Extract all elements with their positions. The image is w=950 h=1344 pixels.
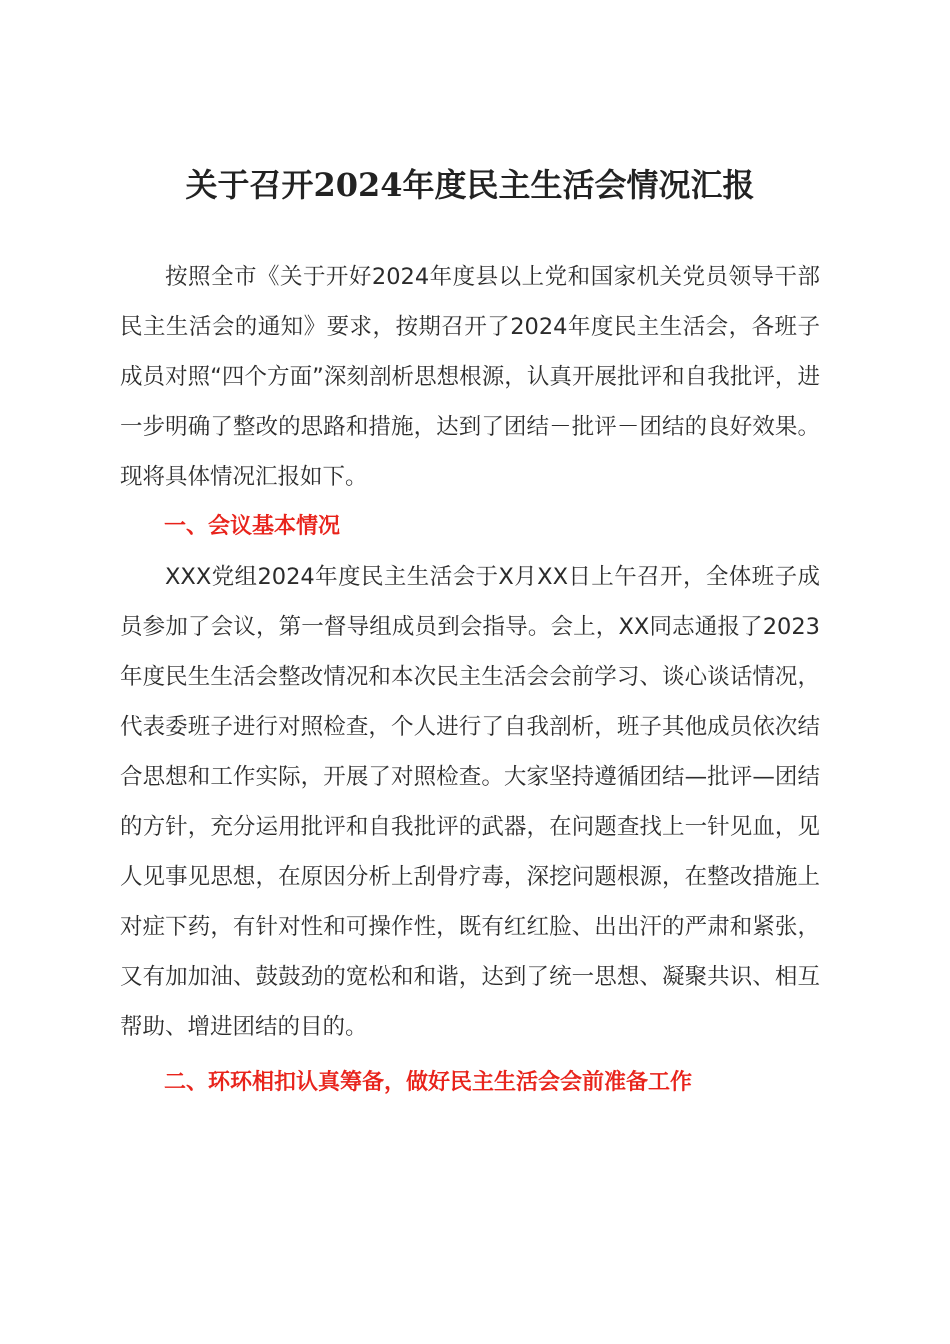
document-content <box>120 162 820 1108</box>
section-1-heading: 一、会议基本情况 <box>164 514 341 539</box>
document-title: 关于召开2024年度民主生活会情况汇报 <box>185 166 755 204</box>
intro-paragraph: 按照全市《关于开好2024年度县以上党和国家机关党员领导干部民主生活会的通知》要求，按期召开了2024年度民主生活会，各班子成员对照“四个方面”深刻剖析思想根源，认真开展批评和自我批评，进一步明确了整改的思路和措施，达到了团结－批评－团结的良好效果。现将具体情况汇报如下。 <box>120 264 820 490</box>
section-1-body: XXX党组2024年度民主生活会于X月XX日上午召开，全体班子成员参加了会议，第一督导组成员到会指导。会上，XX同志通报了2023年度民生生活会整改情况和本次民主生活会会前学习、谈心谈话情况，代表委班子进行对照检查，个人进行了自我剖析，班子其他成员依次结合思想和工作实际，开展了对照检查。大家坚持遵循团结—批评—团结的方针，充分运用批评和自我批评的武器，在问题查找上一针见血，见人见事见思想，在原因分析上刮骨疗毒，深挖问题根源，在整改措施上对症下药，有针对性和可操作性，既有红红脸、出出汗的严肃和紧张，又有加加油、鼓鼓劲的宽松和和谐，达到了统一思想、凝聚共识、相互帮助、增进团结的目的。 <box>120 564 820 1040</box>
section-2-heading: 二、环环相扣认真筹备，做好民主生活会会前准备工作 <box>164 1070 693 1095</box>
